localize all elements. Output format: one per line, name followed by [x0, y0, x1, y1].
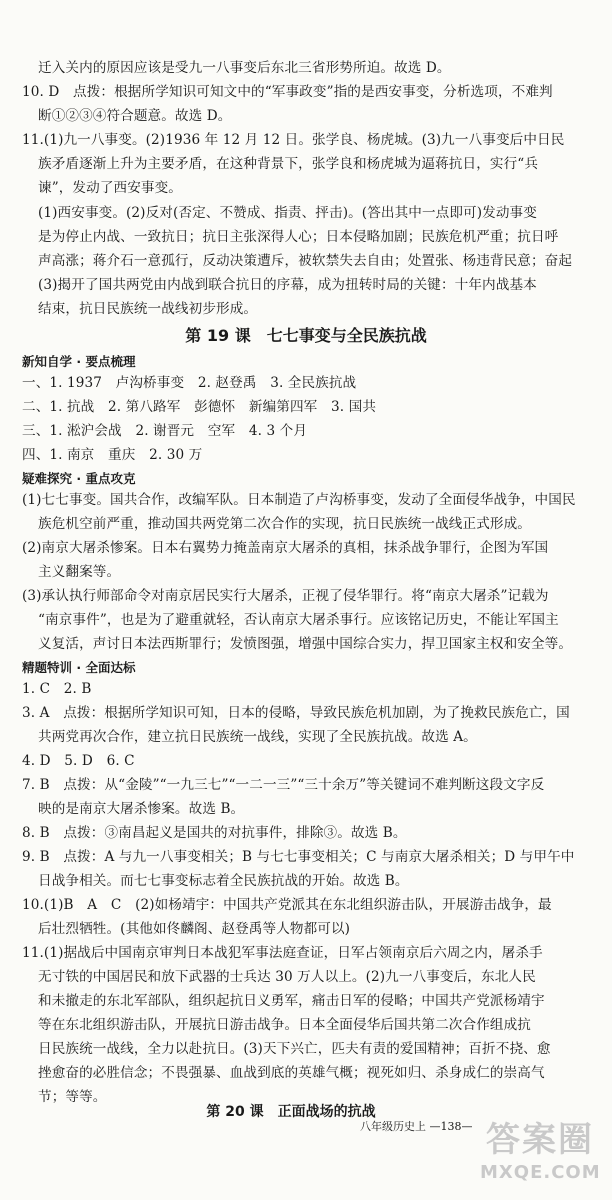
text-line: 9. B 点拨：A 与九一八事变相关；B 与七七事变相关；C 与南京大屠杀相关；D 与甲午中 — [22, 849, 575, 865]
text-line: 一、1. 1937 卢沟桥事变 2. 赵登禹 3. 全民族抗战 — [22, 375, 357, 391]
text-line: 8. B 点拨：③南昌起义是国共的对抗事件，排除③。故选 B。 — [22, 825, 407, 841]
text-line: 挫愈奋的必胜信念；不畏强暴、血战到底的英雄气概；视死如归、杀身成仁的崇高气 — [38, 1065, 545, 1081]
text-line: (1)七七事变。国共合作，改编军队。日本制造了卢沟桥事变，发动了全面侵华战争，中国民 — [22, 492, 576, 508]
text-line: 断①②③④符合题意。故选 D。 — [38, 108, 232, 124]
text-line: “南京事件”，也是为了避重就轻，否认南京大屠杀事行。应该铭记历史，不能让军国主 — [38, 612, 559, 628]
section-heading: 新知自学 · 要点梳理 — [22, 354, 136, 369]
text-line: 11.(1)据战后中国南京审判日本战犯军事法庭查证，日军占领南京后六周之内，屠杀手 — [22, 945, 543, 961]
text-line: 谏”，发动了西安事变。 — [38, 180, 182, 196]
text-line: 后壮烈牺牲。(其他如佟麟阁、赵登禹等人物都可以) — [38, 921, 351, 937]
text-line: 1. C 2. B — [22, 681, 92, 697]
watermark-logo — [480, 1118, 600, 1194]
text-line: 日民族统一战线，全力以赴抗日。(3)天下兴亡，匹夫有责的爱国精神；百折不挠、愈 — [38, 1041, 551, 1057]
text-line: 7. B 点拨：从“金陵”“一九三七”“一二一三”“三十余万”等关键词不难判断这段文字反 — [22, 777, 545, 793]
text-line: 二、1. 抗战 2. 第八路军 彭德怀 新编第四军 3. 国共 — [22, 399, 377, 415]
section-heading: 疑难探究 · 重点攻克 — [22, 471, 136, 486]
text-line: 义复活，声讨日本法西斯罪行；发愤图强，增强中国综合实力，捍卫国家主权和安全等。 — [38, 636, 573, 652]
text-line: 4. D 5. D 6. C — [22, 753, 135, 769]
text-line: 节；等等。 — [38, 1089, 107, 1105]
text-line: (1)西安事变。(2)反对(否定、不赞成、指责、抨击)。(答出其中一点即可)发动事变 — [38, 205, 537, 221]
section-heading: 精题特训 · 全面达标 — [22, 660, 136, 675]
text-line: 主义翻案等。 — [38, 564, 121, 580]
text-line: 四、1. 南京 重庆 2. 30 万 — [22, 447, 203, 463]
text-line: 11.(1)九一八事变。(2)1936 年 12 月 12 日。张学良、杨虎城。(3)九一八事变后中日民 — [22, 132, 565, 148]
text-line: (2)南京大屠杀惨案。日本右翼势力掩盖南京大屠杀的真相，抹杀战争罪行，企图为军国 — [22, 540, 549, 556]
text-line: (3)揭开了国共两党由内战到联合抗日的序幕，成为扭转时局的关键：十年内战基本 — [38, 277, 537, 293]
text-line: 和未撤走的东北军部队，组织起抗日义勇军，痛击日军的侵略；中国共产党派杨靖宇 — [38, 993, 545, 1009]
text-line: 结束，抗日民族统一战线初步形成。 — [38, 301, 258, 317]
text-line: 族危机空前严重，推动国共两党第二次合作的实现，抗日民族统一战线正式形成。 — [38, 516, 531, 532]
watermark-line1: 答案圈 — [486, 1120, 594, 1160]
text-line: 等在东北组织游击队，开展抗日游击战争。日本全面侵华后国共第二次合作组成抗 — [38, 1017, 531, 1033]
text-line: 迁入关内的原因应该是受九一八事变后东北三省形势所迫。故选 D。 — [38, 60, 451, 76]
text-line: 10.(1)B A C (2)如杨靖宇：中国共产党派其在东北组织游击队，开展游击战争，最 — [22, 897, 552, 913]
lesson-19-heading: 第 19 课 七七事变与全民族抗战 — [185, 326, 427, 345]
page-footer: 八年级历史上 —138— — [360, 1120, 473, 1133]
text-line: (3)承认执行师部命令对南京居民实行大屠杀，正视了侵华罪行。将“南京大屠杀”记载为 — [22, 588, 549, 604]
text-line: 是为停止内战、一致抗日；抗日主张深得人心；日本侵略加剧；民族危机严重；抗日呼 — [38, 229, 559, 245]
text-line: 日战争相关。而七七事变标志着全民族抗战的开始。故选 B。 — [38, 873, 409, 889]
text-line: 共两党再次合作，建立抗日民族统一战线，实现了全民族抗战。故选 A。 — [38, 729, 477, 745]
text-line: 无寸铁的中国居民和放下武器的士兵达 30 万人以上。(2)九一八事变后，东北人民 — [38, 969, 536, 985]
text-line: 族矛盾逐渐上升为主要矛盾，在这种背景下，张学良和杨虎城为逼蒋抗日，实行“兵 — [38, 156, 539, 172]
text-line: 三、1. 淞沪会战 2. 谢晋元 空军 4. 3 个月 — [22, 423, 308, 439]
watermark-line2: MXQE.COM — [480, 1162, 601, 1183]
text-line: 10. D 点拨：根据所学知识可知文中的“军事政变”指的是西安事变，分析选项，不难判 — [22, 84, 553, 100]
text-line: 映的是南京大屠杀惨案。故选 B。 — [38, 801, 245, 817]
lesson-20-heading: 第 20 课 正面战场的抗战 — [206, 1104, 376, 1120]
text-line: 声高涨；蒋介石一意孤行，反动决策遭斥，被软禁失去自由；处置张、杨违背民意；奋起 — [38, 253, 573, 269]
text-line: 3. A 点拨：根据所学知识可知，日本的侵略，导致民族危机加剧，为了挽救民族危亡，国 — [22, 705, 570, 721]
